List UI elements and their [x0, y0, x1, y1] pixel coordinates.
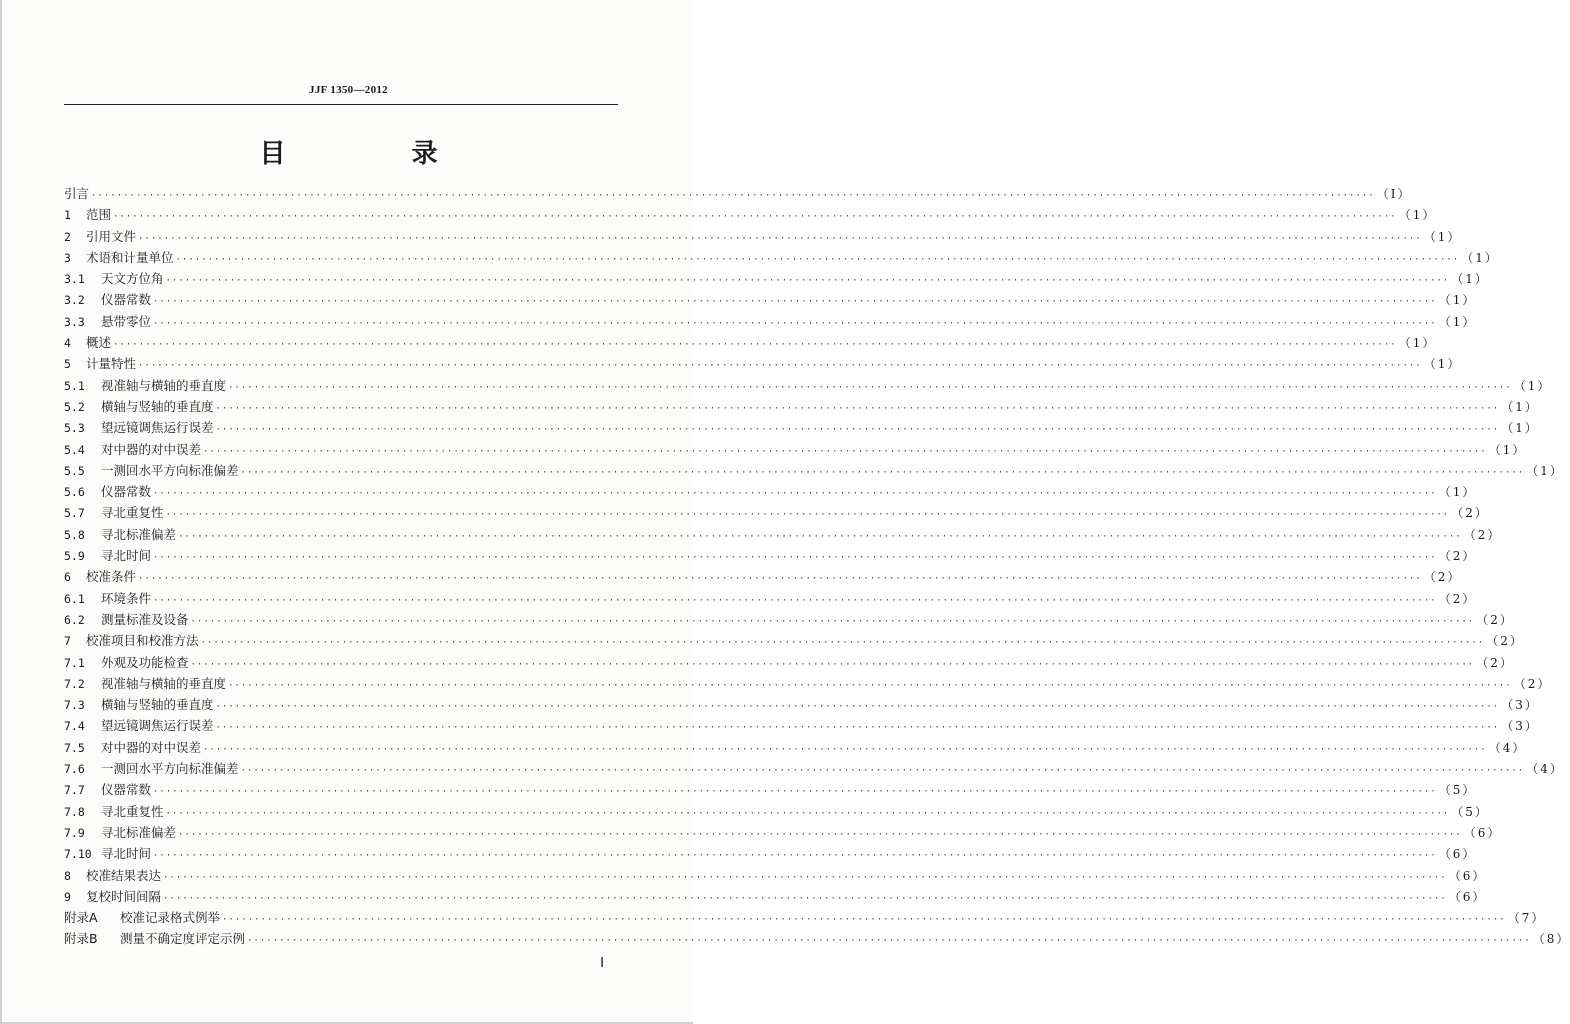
toc-entry-number: 7.4 [64, 719, 85, 734]
toc-entry [64, 545, 1477, 566]
toc-entry-page: （5） [1438, 783, 1477, 798]
toc-entry-page: （1） [1488, 442, 1527, 457]
toc-entry [64, 886, 1487, 907]
toc-entry-page: （6） [1463, 825, 1502, 840]
toc-entry-page: （6） [1438, 847, 1477, 862]
toc-entry [64, 226, 1462, 247]
toc-entry [64, 822, 1502, 843]
toc-entry-number: 7.3 [64, 698, 85, 713]
toc-entry-title: 范围 [86, 207, 112, 223]
toc-entry-title: 校准记录格式例举 [120, 910, 221, 926]
toc-leader-dots: ········································································································································································································ [200, 638, 1485, 649]
toc-entry-page: （1） [1526, 463, 1564, 478]
toc-entry-number: 3.3 [64, 314, 85, 329]
toc-entry-page: （1） [1501, 421, 1539, 436]
toc-entry [64, 715, 1539, 736]
toc-entry [64, 652, 1514, 673]
toc-leader-dots: ········································································································································································································ [138, 574, 1422, 585]
toc-entry-page: （1） [1451, 272, 1489, 287]
toc-entry-title: 寻北时间 [101, 846, 152, 862]
toc-entry-page: （3） [1501, 698, 1539, 713]
toc-entry-title: 测量标准及设备 [101, 611, 189, 627]
toc-leader-dots: ········································································································································································································ [178, 829, 1462, 840]
toc-leader-dots: ········································································································································································································ [190, 659, 1475, 670]
toc-leader-dots: ········································································································································································································ [240, 766, 1525, 777]
toc-leader-dots: ········································································································································································································ [165, 276, 1450, 287]
toc-entry-title: 一测回水平方向标准偏差 [101, 761, 239, 777]
toc-entry-title: 校准条件 [86, 569, 137, 585]
toc-leader-dots: ········································································································································································································ [215, 425, 1500, 436]
toc-leader-dots: ········································································································································································································ [153, 553, 1437, 564]
toc-entry-number: 5.9 [64, 549, 85, 564]
toc-leader-dots: ········································································································································································································ [113, 212, 1397, 223]
toc-entry-page: （2） [1451, 506, 1489, 521]
toc-leader-dots: ········································································································································································································ [228, 680, 1512, 691]
toc-leader-dots: ········································································································································································································ [247, 936, 1531, 947]
toc-entry [64, 865, 1487, 886]
toc-entry-title: 外观及功能检查 [101, 654, 189, 670]
toc-entry-title: 望远镜调焦运行误差 [101, 420, 214, 436]
toc-entry-page: （8） [1532, 932, 1570, 947]
toc-entry-number: 5.6 [64, 485, 85, 500]
toc-leader-dots: ········································································································································································································ [178, 531, 1462, 542]
toc-entry-title: 引言 [64, 186, 90, 201]
toc-leader-dots: ········································································································································································································ [91, 191, 1375, 201]
toc-entry [64, 609, 1514, 630]
toc-entry-title: 天文方位角 [101, 271, 164, 287]
toc-entry-number: 附录B [64, 931, 98, 947]
toc-entry-title: 一测回水平方向标准偏差 [101, 462, 239, 478]
toc-entry [64, 375, 1552, 396]
toc-leader-dots: ········································································································································································································ [222, 915, 1506, 926]
toc-entry-number: 1 [64, 208, 71, 223]
toc-entry-number: 7.9 [64, 825, 85, 840]
toc-leader-dots: ········································································································································································································ [215, 702, 1500, 713]
toc-entry-number: 附录A [64, 910, 98, 926]
toc-entry-title: 寻北重复性 [101, 803, 164, 819]
toc-entry [64, 630, 1524, 651]
toc-leader-dots: ········································································································································································································ [138, 361, 1422, 372]
toc-entry-title: 复校时间间隔 [86, 888, 162, 904]
toc-entry-page: （2） [1476, 612, 1514, 627]
toc-entry-title: 横轴与竖轴的垂直度 [101, 697, 214, 713]
toc-leader-dots: ········································································································································································································ [190, 616, 1475, 627]
toc-entry [64, 183, 1412, 204]
toc-entry-number: 6 [64, 570, 71, 585]
toc-entry [64, 801, 1489, 822]
toc-entry-title: 悬带零位 [101, 313, 152, 329]
toc-entry-page: （Ⅰ） [1376, 187, 1412, 201]
toc-entry [64, 247, 1499, 268]
toc-entry-page: （1） [1438, 485, 1477, 500]
toc-entry-page: （1） [1423, 229, 1462, 244]
toc-entry [64, 502, 1489, 523]
toc-entry-number: 3 [64, 250, 71, 265]
toc-leader-dots: ········································································································································································································ [138, 233, 1422, 244]
standard-code-header: JJF 1350—2012 [309, 84, 388, 96]
toc-entry-page: （2） [1486, 634, 1524, 649]
header-divider [64, 104, 618, 105]
toc-entry [64, 907, 1546, 928]
toc-entry-title: 术语和计量单位 [86, 249, 174, 265]
toc-entry-title: 仪器常数 [101, 484, 152, 500]
toc-leader-dots: ········································································································································································································ [153, 297, 1437, 308]
toc-entry-number: 5.7 [64, 506, 85, 521]
toc-entry-title: 寻北重复性 [101, 505, 164, 521]
toc-entry-title: 校准项目和校准方法 [86, 633, 199, 649]
toc-entry-title: 寻北时间 [101, 548, 152, 564]
toc-entry-page: （2） [1438, 549, 1477, 564]
toc-entry [64, 353, 1462, 374]
toc-leader-dots: ········································································································································································································ [215, 723, 1500, 734]
toc-entry-page: （4） [1526, 762, 1564, 777]
toc-entry-number: 5.1 [64, 378, 85, 393]
toc-entry-number: 7 [64, 634, 71, 649]
toc-entry-title: 环境条件 [101, 590, 152, 606]
toc-entry [64, 481, 1477, 502]
toc-leader-dots: ········································································································································································································ [153, 595, 1437, 606]
toc-entry-page: （2） [1513, 676, 1552, 691]
toc-leader-dots: ········································································································································································································ [165, 808, 1450, 819]
toc-entry-number: 5 [64, 357, 71, 372]
toc-entry-page: （2） [1476, 655, 1514, 670]
toc-leader-dots: ········································································································································································································ [165, 510, 1450, 521]
toc-entry-page: （1） [1438, 293, 1477, 308]
toc-entry-title: 望远镜调焦运行误差 [101, 718, 214, 734]
toc-leader-dots: ········································································································································································································ [163, 893, 1447, 904]
toc-entry [64, 928, 1570, 949]
toc-entry-title: 测量不确定度评定示例 [120, 931, 246, 947]
toc-entry-number: 6.2 [64, 612, 85, 627]
toc-entry-number: 7.1 [64, 655, 85, 670]
toc-entry-page: （2） [1423, 570, 1462, 585]
toc-leader-dots: ········································································································································································································ [163, 872, 1447, 883]
toc-leader-dots: ········································································································································································································ [153, 318, 1437, 329]
toc-entry-page: （6） [1448, 868, 1487, 883]
toc-entry-number: 5.8 [64, 527, 85, 542]
toc-entry [64, 417, 1539, 438]
toc-entry-page: （1） [1501, 399, 1539, 414]
toc-entry [64, 268, 1489, 289]
toc-entry-number: 9 [64, 889, 71, 904]
toc-entry-title: 视准轴与横轴的垂直度 [101, 377, 227, 393]
toc-entry-page: （1） [1398, 336, 1437, 351]
toc-entry-page: （1） [1398, 208, 1437, 223]
toc-entry-page: （5） [1451, 804, 1489, 819]
toc-entry-number: 5.4 [64, 442, 85, 457]
toc-entry-title: 概述 [86, 335, 112, 351]
toc-entry [64, 289, 1477, 310]
table-of-contents [64, 183, 1570, 950]
toc-leader-dots: ········································································································································································································ [228, 382, 1512, 393]
toc-leader-dots: ········································································································································································································ [153, 851, 1437, 862]
toc-entry [64, 737, 1527, 758]
toc-entry [64, 311, 1477, 332]
toc-entry [64, 843, 1477, 864]
page-number: Ⅰ [600, 956, 605, 971]
toc-entry [64, 588, 1477, 609]
toc-entry-title: 横轴与竖轴的垂直度 [101, 398, 214, 414]
toc-entry-title: 仪器常数 [101, 782, 152, 798]
toc-entry [64, 396, 1539, 417]
toc-entry-page: （1） [1513, 378, 1552, 393]
toc-entry-number: 8 [64, 868, 71, 883]
toc-entry-page: （1） [1461, 250, 1499, 265]
toc-entry-title: 校准结果表达 [86, 867, 162, 883]
toc-entry [64, 758, 1564, 779]
toc-entry-number: 5.3 [64, 421, 85, 436]
toc-entry-title: 仪器常数 [101, 292, 152, 308]
toc-entry-number: 7.10 [64, 847, 92, 862]
toc-entry [64, 439, 1527, 460]
toc-entry-title: 寻北标准偏差 [101, 824, 177, 840]
toc-entry-page: （4） [1488, 740, 1527, 755]
toc-entry-number: 4 [64, 336, 71, 351]
toc-entry-page: （1） [1438, 314, 1477, 329]
toc-entry [64, 332, 1437, 353]
toc-entry [64, 673, 1552, 694]
toc-leader-dots: ········································································································································································································ [203, 744, 1487, 755]
toc-leader-dots: ········································································································································································································ [203, 446, 1487, 457]
toc-entry [64, 204, 1437, 225]
toc-entry-number: 5.5 [64, 463, 85, 478]
toc-entry-page: （6） [1448, 889, 1487, 904]
toc-leader-dots: ········································································································································································································ [175, 254, 1460, 265]
toc-entry [64, 460, 1564, 481]
toc-entry-number: 2 [64, 229, 71, 244]
toc-entry-number: 3.1 [64, 272, 85, 287]
toc-entry-page: （2） [1438, 591, 1477, 606]
toc-leader-dots: ········································································································································································································ [153, 787, 1437, 798]
toc-entry-page: （3） [1501, 719, 1539, 734]
toc-entry-title: 计量特性 [86, 356, 137, 372]
toc-entry [64, 694, 1539, 715]
toc-entry-number: 5.2 [64, 399, 85, 414]
toc-entry-page: （7） [1507, 911, 1546, 926]
toc-title: 目 录 [259, 139, 488, 169]
toc-leader-dots: ········································································································································································································ [240, 467, 1525, 478]
toc-entry-number: 3.2 [64, 293, 85, 308]
toc-leader-dots: ········································································································································································································ [153, 489, 1437, 500]
toc-entry-number: 7.7 [64, 783, 85, 798]
toc-entry-title: 视准轴与横轴的垂直度 [101, 675, 227, 691]
toc-entry-number: 7.2 [64, 676, 85, 691]
toc-entry-title: 对中器的对中误差 [101, 441, 202, 457]
toc-entry-number: 7.5 [64, 740, 85, 755]
toc-entry [64, 779, 1477, 800]
toc-entry-number: 6.1 [64, 591, 85, 606]
toc-leader-dots: ········································································································································································································ [113, 340, 1397, 351]
toc-entry-title: 寻北标准偏差 [101, 526, 177, 542]
toc-entry [64, 566, 1462, 587]
toc-entry-title: 对中器的对中误差 [101, 739, 202, 755]
toc-entry [64, 524, 1502, 545]
toc-leader-dots: ········································································································································································································ [215, 403, 1500, 414]
toc-entry-title: 引用文件 [86, 228, 137, 244]
toc-entry-number: 7.6 [64, 762, 85, 777]
toc-entry-page: （2） [1463, 527, 1502, 542]
toc-entry-page: （1） [1423, 357, 1462, 372]
toc-entry-number: 7.8 [64, 804, 85, 819]
